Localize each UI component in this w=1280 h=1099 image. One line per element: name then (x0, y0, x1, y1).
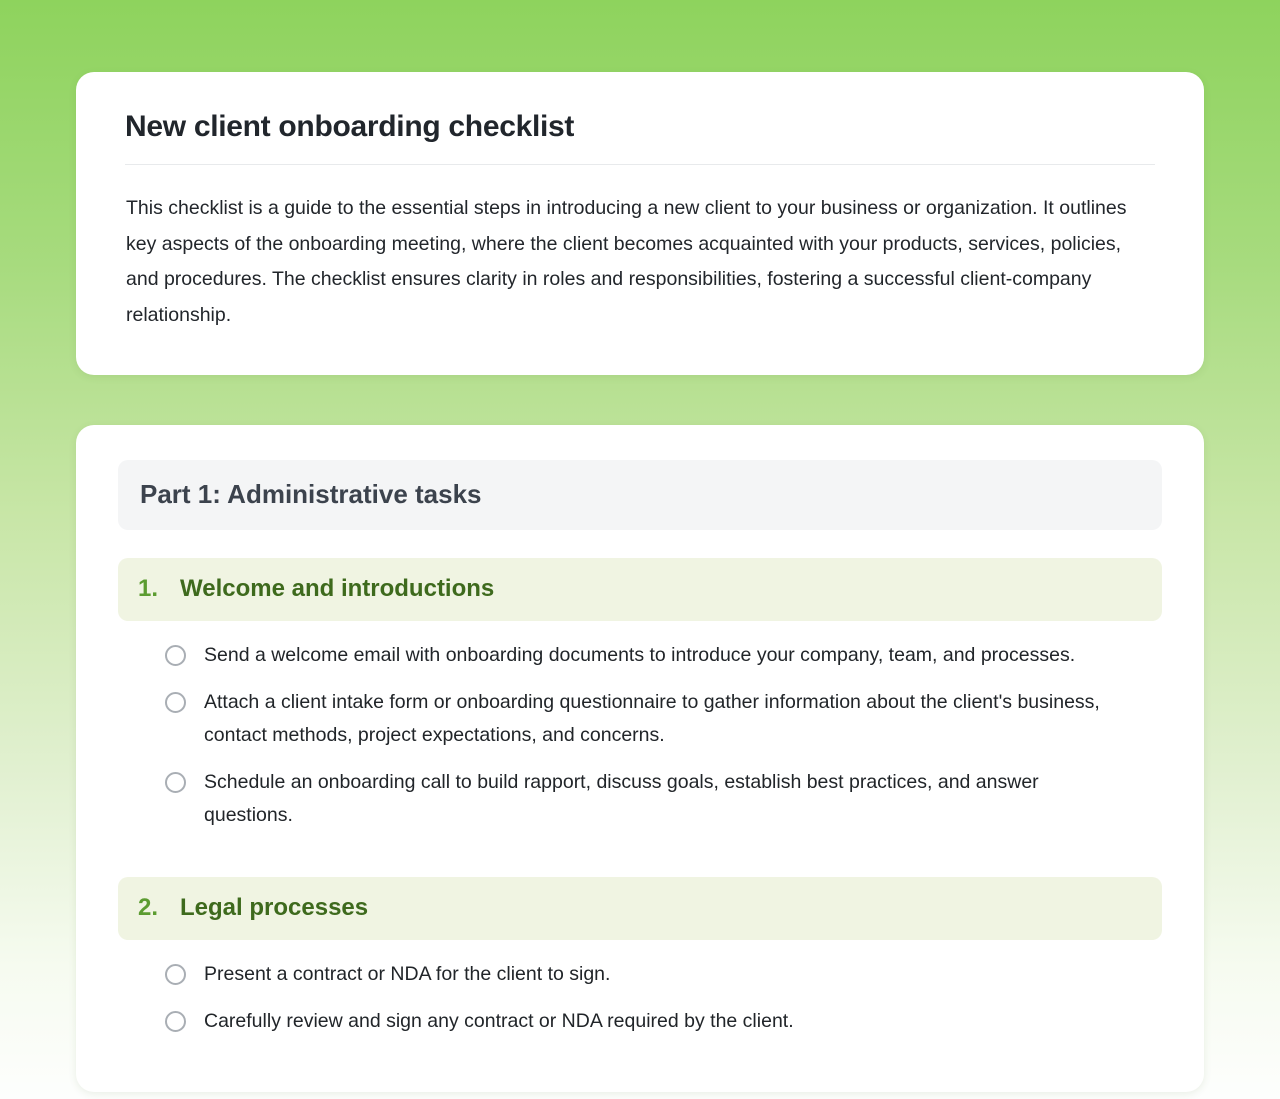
checkbox[interactable] (165, 772, 186, 793)
checkbox[interactable] (165, 964, 186, 985)
checklist-item (118, 686, 1162, 752)
part-header: Part 1: Administrative tasks (118, 460, 1162, 530)
section-title: Welcome and introductions (180, 575, 495, 602)
section-header (118, 558, 1162, 621)
section-welcome-and-introductions (118, 558, 1162, 832)
section-title: Legal processes (180, 894, 369, 921)
checkbox[interactable] (165, 692, 186, 713)
checklist-item (118, 766, 1162, 832)
checkbox[interactable] (165, 1011, 186, 1032)
section-legal-processes (118, 877, 1162, 1038)
section-number: 1. (138, 575, 159, 602)
page-title: New client onboarding checklist (125, 110, 575, 143)
title-divider (125, 164, 1155, 165)
checklist-item-label: Attach a client intake form or onboarding questionnaire to gather information about the client's business, contact methods, project expectations, and concerns. (204, 691, 1100, 746)
checklist-card (76, 425, 1204, 1092)
section-number: 2. (138, 894, 159, 921)
checklist-item (118, 1005, 1162, 1038)
checklist-item-label: Send a welcome email with onboarding documents to introduce your company, team, and processes. (204, 644, 1076, 666)
checklist-item (118, 639, 1162, 672)
checklist-items (118, 639, 1162, 832)
checklist-item-label: Present a contract or NDA for the client to sign. (204, 963, 611, 985)
section-header (118, 877, 1162, 940)
checklist-items (118, 958, 1162, 1038)
checklist-item-label: Carefully review and sign any contract or NDA required by the client. (204, 1010, 794, 1032)
intro-description: This checklist is a guide to the essential steps in introducing a new client to your business or organization. It outlines key aspects of the onboarding meeting, where the client becomes acquainted with your products, services, policies, and procedures. The checklist ensures clarity in roles and responsibilities, fostering a successful client-company relationship. (126, 197, 1127, 326)
intro-card (76, 72, 1204, 375)
checklist-item-label: Schedule an onboarding call to build rapport, discuss goals, establish best practices, and answer questions. (204, 771, 1039, 826)
checklist-item (118, 958, 1162, 991)
checkbox[interactable] (165, 645, 186, 666)
